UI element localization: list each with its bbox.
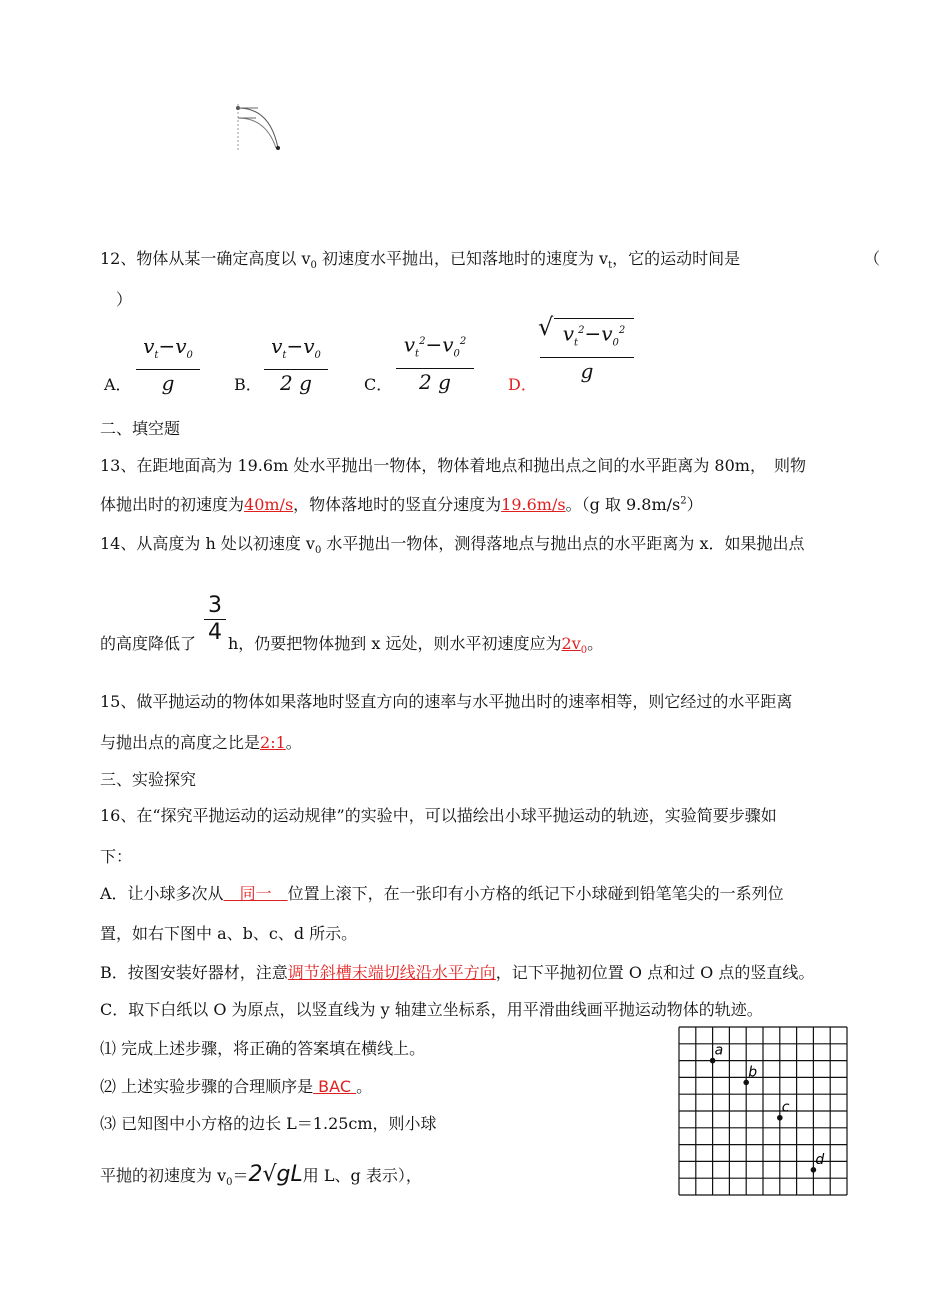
option-c-label: C． [364, 375, 393, 394]
q16-part-1: ⑴ 完成上述步骤，将正确的答案填在横线上。 [100, 1039, 426, 1058]
q15-line1: 15、做平抛运动的物体如果落地时竖直方向的速率与水平抛出时的速率相等，则它经过的水平距离 [100, 692, 793, 711]
option-a-fraction: $v_t-v_0$ g [136, 334, 200, 395]
q14-line1: 14、从高度为 h 处以初速度 $v_0$ 水平抛出一物体，测得落地点与抛出点的水平距离为 x．如果抛出点 [100, 534, 805, 557]
q13-line2: 体抛出时的初速度为40m/s，物体落地时的竖直分速度为19.6m/s。（g 取 $9.8m/s^2$） [100, 495, 703, 514]
option-b-label: B． [234, 375, 262, 394]
q16-part-4: 平抛的初速度为 $v_0=2√gL$用 L、g 表示）， [100, 1162, 422, 1189]
q14-line2-a: 的高度降低了 [100, 634, 197, 653]
point-a [710, 1058, 716, 1064]
q13-answer-2: 19.6m/s [501, 495, 566, 514]
q16-answer-order: BAC [313, 1077, 357, 1096]
q16-answer-b: 调节斜槽末端切线沿水平方向 [287, 963, 496, 982]
q13-line1: 13、在距地面高为 19.6m 处水平抛出一物体，物体着地点和抛出点之间的水平距离为 80m， 则物 [100, 456, 806, 475]
q14-fraction: 3 4 [204, 594, 226, 645]
q16-step-a-line2: 置，如右下图中 a、b、c、d 所示。 [100, 924, 358, 943]
q12-paren-open: （ [864, 249, 881, 268]
q15-answer: 2:1 [260, 733, 286, 752]
point-label-c: c [781, 1099, 790, 1116]
point-d [811, 1167, 817, 1173]
q16-line2: 下： [100, 847, 133, 866]
q16-line1: 16、在“探究平抛运动的运动规律”的实验中，可以描绘出小球平抛运动的轨迹，实验简要步骤如 [100, 806, 777, 825]
q16-part-3: ⑶ 已知图中小方格的边长 L＝1.25cm，则小球 [100, 1114, 437, 1133]
point-label-a: a [714, 1042, 724, 1059]
q12-paren-close: ） [116, 290, 133, 309]
point-label-d: d [815, 1151, 825, 1168]
option-a-label: A． [104, 375, 132, 394]
q16-answer-a: 同一 [223, 884, 288, 903]
option-d-fraction: √ $v_t^2-v_0^2$ g [540, 318, 634, 383]
trajectory-figure [226, 100, 296, 156]
option-b-fraction: $v_t-v_0$ 2 g [264, 334, 328, 395]
grid-figure [678, 1026, 848, 1206]
section-2-heading: 二、填空题 [100, 419, 181, 438]
option-d-label: D． [508, 375, 537, 394]
option-c-fraction: $v_t^2-v_0^2$ 2 g [396, 330, 474, 394]
q16-step-c: C．取下白纸以 O 为原点，以竖直线为 y 轴建立坐标系，用平滑曲线画平抛运动物体的轨迹。 [100, 1000, 763, 1019]
q16-formula: 2√gL [248, 1162, 303, 1187]
q14-answer: $2v_0$ [561, 634, 588, 657]
section-3-heading: 三、实验探究 [100, 770, 197, 789]
point-c [777, 1115, 783, 1121]
q16-step-a: A．让小球多次从 同一 位置上滚下，在一张印有小方格的纸记下小球碰到铅笔笔尖的一系列位 [100, 884, 784, 903]
q16-step-b: B．按图安装好器材，注意调节斜槽末端切线沿水平方向，记下平抛初位置 O 点和过 O 点的竖直线。 [100, 963, 815, 982]
q12-question: 12、物体从某一确定高度以 $v_0$ 初速度水平抛出，已知落地时的速度为 $v_t$，它的运动时间是 [100, 249, 741, 272]
q15-line2: 与抛出点的高度之比是2:1。 [100, 733, 302, 752]
q16-part-2: ⑵ 上述实验步骤的合理顺序是 BAC 。 [100, 1077, 373, 1096]
point-label-b: b [748, 1064, 758, 1081]
point-b [743, 1080, 749, 1086]
q14-line2-b: h，仍要把物体抛到 x 远处，则水平初速度应为$2v_0$。 [228, 634, 604, 657]
q13-answer-1: 40m/s [244, 495, 294, 514]
